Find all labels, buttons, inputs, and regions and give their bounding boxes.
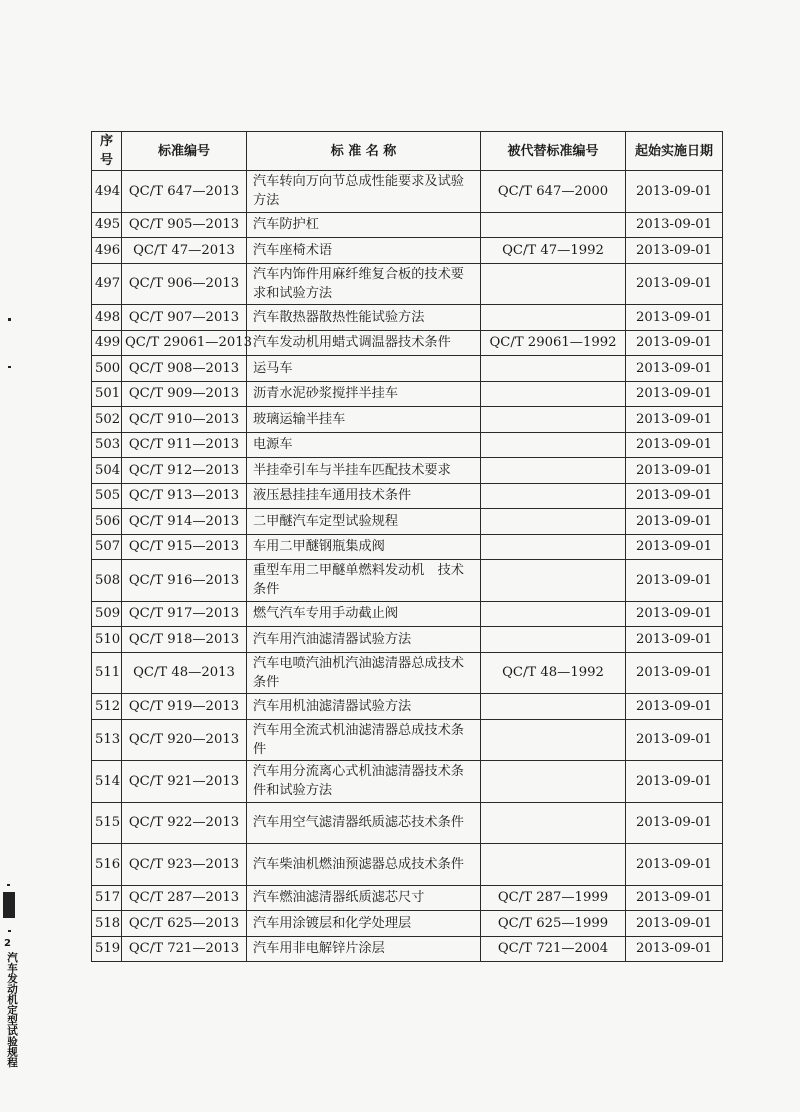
cell-standard-name: 汽车散热器散热性能试验方法 bbox=[247, 305, 481, 331]
table-row bbox=[92, 719, 723, 761]
spine-title: 汽车发动机定型试验规程 bbox=[6, 952, 18, 1068]
cell-standard-code: QC/T 911—2013 bbox=[122, 432, 247, 458]
cell-replaced-code: QC/T 625—1999 bbox=[481, 911, 626, 937]
cell-standard-code: QC/T 908—2013 bbox=[122, 356, 247, 382]
cell-replaced-code bbox=[481, 761, 626, 803]
cell-standard-code: QC/T 915—2013 bbox=[122, 534, 247, 560]
cell-effective-date: 2013-09-01 bbox=[626, 305, 723, 331]
cell-replaced-code bbox=[481, 305, 626, 331]
cell-standard-name: 汽车防护杠 bbox=[247, 212, 481, 238]
cell-replaced-code: QC/T 721—2004 bbox=[481, 936, 626, 962]
table-row bbox=[92, 407, 723, 433]
margin-dot bbox=[8, 318, 11, 321]
cell-replaced-code: QC/T 287—1999 bbox=[481, 885, 626, 911]
cell-replaced-code bbox=[481, 601, 626, 627]
cell-serial: 516 bbox=[92, 844, 122, 886]
cell-standard-code: QC/T 922—2013 bbox=[122, 802, 247, 844]
cell-replaced-code bbox=[481, 844, 626, 886]
cell-standard-name: 二甲醚汽车定型试验规程 bbox=[247, 509, 481, 535]
cell-effective-date: 2013-09-01 bbox=[626, 719, 723, 761]
cell-serial: 517 bbox=[92, 885, 122, 911]
cell-replaced-code bbox=[481, 694, 626, 720]
cell-standard-code: QC/T 918—2013 bbox=[122, 627, 247, 653]
cell-serial: 495 bbox=[92, 212, 122, 238]
margin-tick bbox=[8, 366, 11, 368]
cell-effective-date: 2013-09-01 bbox=[626, 407, 723, 433]
cell-standard-code: QC/T 48—2013 bbox=[122, 652, 247, 694]
cell-effective-date: 2013-09-01 bbox=[626, 432, 723, 458]
cell-effective-date: 2013-09-01 bbox=[626, 885, 723, 911]
cell-effective-date: 2013-09-01 bbox=[626, 936, 723, 962]
table-row bbox=[92, 911, 723, 937]
cell-standard-code: QC/T 919—2013 bbox=[122, 694, 247, 720]
cell-replaced-code: QC/T 29061—1992 bbox=[481, 330, 626, 356]
cell-standard-name: 车用二甲醚钢瓶集成阀 bbox=[247, 534, 481, 560]
cell-replaced-code bbox=[481, 534, 626, 560]
cell-standard-name: 汽车内饰件用麻纤维复合板的技术要求和试验方法 bbox=[247, 263, 481, 305]
cell-effective-date: 2013-09-01 bbox=[626, 652, 723, 694]
table-body bbox=[92, 171, 723, 962]
table-row bbox=[92, 627, 723, 653]
cell-replaced-code: QC/T 48—1992 bbox=[481, 652, 626, 694]
cell-standard-code: QC/T 721—2013 bbox=[122, 936, 247, 962]
table-row bbox=[92, 212, 723, 238]
cell-serial: 494 bbox=[92, 171, 122, 213]
cell-replaced-code bbox=[481, 212, 626, 238]
cell-serial: 506 bbox=[92, 509, 122, 535]
cell-standard-name: 汽车燃油滤清器纸质滤芯尺寸 bbox=[247, 885, 481, 911]
header-standard-name: 标 准 名 称 bbox=[247, 132, 481, 171]
cell-replaced-code bbox=[481, 263, 626, 305]
cell-standard-code: QC/T 914—2013 bbox=[122, 509, 247, 535]
cell-standard-name: 燃气汽车专用手动截止阀 bbox=[247, 601, 481, 627]
cell-standard-name: 汽车用全流式机油滤清器总成技术条件 bbox=[247, 719, 481, 761]
cell-effective-date: 2013-09-01 bbox=[626, 844, 723, 886]
cell-serial: 512 bbox=[92, 694, 122, 720]
cell-serial: 510 bbox=[92, 627, 122, 653]
table-row bbox=[92, 305, 723, 331]
cell-standard-name: 汽车柴油机燃油预滤器总成技术条件 bbox=[247, 844, 481, 886]
table-row bbox=[92, 458, 723, 484]
cell-serial: 496 bbox=[92, 238, 122, 264]
cell-serial: 502 bbox=[92, 407, 122, 433]
cell-effective-date: 2013-09-01 bbox=[626, 601, 723, 627]
cell-replaced-code bbox=[481, 458, 626, 484]
table-row bbox=[92, 483, 723, 509]
cell-standard-name: 沥青水泥砂浆搅拌半挂车 bbox=[247, 381, 481, 407]
header-replaced-code: 被代替标准编号 bbox=[481, 132, 626, 171]
table-row bbox=[92, 601, 723, 627]
cell-replaced-code bbox=[481, 509, 626, 535]
table-row bbox=[92, 652, 723, 694]
cell-effective-date: 2013-09-01 bbox=[626, 171, 723, 213]
cell-effective-date: 2013-09-01 bbox=[626, 694, 723, 720]
cell-serial: 513 bbox=[92, 719, 122, 761]
cell-serial: 501 bbox=[92, 381, 122, 407]
cell-replaced-code bbox=[481, 719, 626, 761]
cell-standard-name: 运马车 bbox=[247, 356, 481, 382]
cell-serial: 511 bbox=[92, 652, 122, 694]
cell-serial: 515 bbox=[92, 802, 122, 844]
table-row bbox=[92, 238, 723, 264]
cell-standard-code: QC/T 647—2013 bbox=[122, 171, 247, 213]
cell-replaced-code bbox=[481, 627, 626, 653]
cell-effective-date: 2013-09-01 bbox=[626, 356, 723, 382]
standards-table bbox=[91, 131, 723, 962]
cell-effective-date: 2013-09-01 bbox=[626, 483, 723, 509]
spine-black-bar bbox=[3, 892, 15, 918]
cell-standard-code: QC/T 287—2013 bbox=[122, 885, 247, 911]
cell-standard-code: QC/T 906—2013 bbox=[122, 263, 247, 305]
table-row bbox=[92, 509, 723, 535]
cell-standard-name: 汽车用非电解锌片涂层 bbox=[247, 936, 481, 962]
cell-serial: 503 bbox=[92, 432, 122, 458]
cell-replaced-code bbox=[481, 381, 626, 407]
cell-standard-name: 汽车座椅术语 bbox=[247, 238, 481, 264]
table-row bbox=[92, 263, 723, 305]
cell-standard-name: 玻璃运输半挂车 bbox=[247, 407, 481, 433]
cell-standard-name: 汽车用分流离心式机油滤清器技术条件和试验方法 bbox=[247, 761, 481, 803]
cell-effective-date: 2013-09-01 bbox=[626, 802, 723, 844]
table-row bbox=[92, 844, 723, 886]
table-row bbox=[92, 330, 723, 356]
margin-tick bbox=[8, 930, 11, 932]
cell-standard-name: 汽车用空气滤清器纸质滤芯技术条件 bbox=[247, 802, 481, 844]
cell-effective-date: 2013-09-01 bbox=[626, 238, 723, 264]
cell-standard-name: 汽车用机油滤清器试验方法 bbox=[247, 694, 481, 720]
cell-replaced-code bbox=[481, 560, 626, 602]
cell-standard-code: QC/T 916—2013 bbox=[122, 560, 247, 602]
cell-serial: 519 bbox=[92, 936, 122, 962]
cell-serial: 507 bbox=[92, 534, 122, 560]
cell-serial: 498 bbox=[92, 305, 122, 331]
table-row bbox=[92, 171, 723, 213]
cell-effective-date: 2013-09-01 bbox=[626, 330, 723, 356]
cell-effective-date: 2013-09-01 bbox=[626, 627, 723, 653]
cell-serial: 497 bbox=[92, 263, 122, 305]
cell-replaced-code bbox=[481, 802, 626, 844]
cell-standard-code: QC/T 913—2013 bbox=[122, 483, 247, 509]
cell-replaced-code bbox=[481, 432, 626, 458]
cell-standard-code: QC/T 907—2013 bbox=[122, 305, 247, 331]
cell-replaced-code bbox=[481, 356, 626, 382]
table-row bbox=[92, 560, 723, 602]
table-row bbox=[92, 381, 723, 407]
cell-serial: 509 bbox=[92, 601, 122, 627]
cell-standard-code: QC/T 29061—2013 bbox=[122, 330, 247, 356]
table-row bbox=[92, 936, 723, 962]
cell-standard-code: QC/T 917—2013 bbox=[122, 601, 247, 627]
cell-standard-name: 半挂牵引车与半挂车匹配技术要求 bbox=[247, 458, 481, 484]
table-row bbox=[92, 432, 723, 458]
cell-standard-code: QC/T 923—2013 bbox=[122, 844, 247, 886]
cell-effective-date: 2013-09-01 bbox=[626, 761, 723, 803]
cell-replaced-code bbox=[481, 483, 626, 509]
margin-tick bbox=[7, 884, 10, 886]
cell-replaced-code bbox=[481, 407, 626, 433]
cell-serial: 508 bbox=[92, 560, 122, 602]
cell-serial: 518 bbox=[92, 911, 122, 937]
cell-serial: 500 bbox=[92, 356, 122, 382]
cell-replaced-code: QC/T 647—2000 bbox=[481, 171, 626, 213]
cell-standard-name: 汽车发动机用蜡式调温器技术条件 bbox=[247, 330, 481, 356]
cell-standard-code: QC/T 920—2013 bbox=[122, 719, 247, 761]
standards-table-container bbox=[91, 131, 722, 962]
cell-standard-code: QC/T 910—2013 bbox=[122, 407, 247, 433]
cell-effective-date: 2013-09-01 bbox=[626, 458, 723, 484]
spine-number: 2 bbox=[4, 938, 11, 949]
cell-effective-date: 2013-09-01 bbox=[626, 560, 723, 602]
table-row bbox=[92, 694, 723, 720]
cell-standard-code: QC/T 921—2013 bbox=[122, 761, 247, 803]
cell-standard-name: 电源车 bbox=[247, 432, 481, 458]
cell-standard-name: 汽车电喷汽油机汽油滤清器总成技术条件 bbox=[247, 652, 481, 694]
cell-replaced-code: QC/T 47—1992 bbox=[481, 238, 626, 264]
cell-effective-date: 2013-09-01 bbox=[626, 212, 723, 238]
table-row bbox=[92, 885, 723, 911]
header-standard-code: 标准编号 bbox=[122, 132, 247, 171]
cell-effective-date: 2013-09-01 bbox=[626, 381, 723, 407]
header-serial: 序号 bbox=[92, 132, 122, 171]
cell-effective-date: 2013-09-01 bbox=[626, 534, 723, 560]
table-row bbox=[92, 356, 723, 382]
table-row bbox=[92, 802, 723, 844]
cell-standard-code: QC/T 905—2013 bbox=[122, 212, 247, 238]
cell-standard-code: QC/T 912—2013 bbox=[122, 458, 247, 484]
cell-standard-name: 汽车用涂镀层和化学处理层 bbox=[247, 911, 481, 937]
table-row bbox=[92, 534, 723, 560]
cell-serial: 514 bbox=[92, 761, 122, 803]
cell-serial: 505 bbox=[92, 483, 122, 509]
cell-standard-name: 汽车用汽油滤清器试验方法 bbox=[247, 627, 481, 653]
cell-standard-code: QC/T 47—2013 bbox=[122, 238, 247, 264]
table-row bbox=[92, 761, 723, 803]
cell-effective-date: 2013-09-01 bbox=[626, 509, 723, 535]
cell-serial: 499 bbox=[92, 330, 122, 356]
table-header-row bbox=[92, 132, 723, 171]
cell-standard-name: 重型车用二甲醚单燃料发动机 技术条件 bbox=[247, 560, 481, 602]
cell-serial: 504 bbox=[92, 458, 122, 484]
cell-effective-date: 2013-09-01 bbox=[626, 911, 723, 937]
cell-standard-code: QC/T 909—2013 bbox=[122, 381, 247, 407]
cell-effective-date: 2013-09-01 bbox=[626, 263, 723, 305]
cell-standard-name: 液压悬挂挂车通用技术条件 bbox=[247, 483, 481, 509]
cell-standard-name: 汽车转向万向节总成性能要求及试验方法 bbox=[247, 171, 481, 213]
header-effective-date: 起始实施日期 bbox=[626, 132, 723, 171]
cell-standard-code: QC/T 625—2013 bbox=[122, 911, 247, 937]
